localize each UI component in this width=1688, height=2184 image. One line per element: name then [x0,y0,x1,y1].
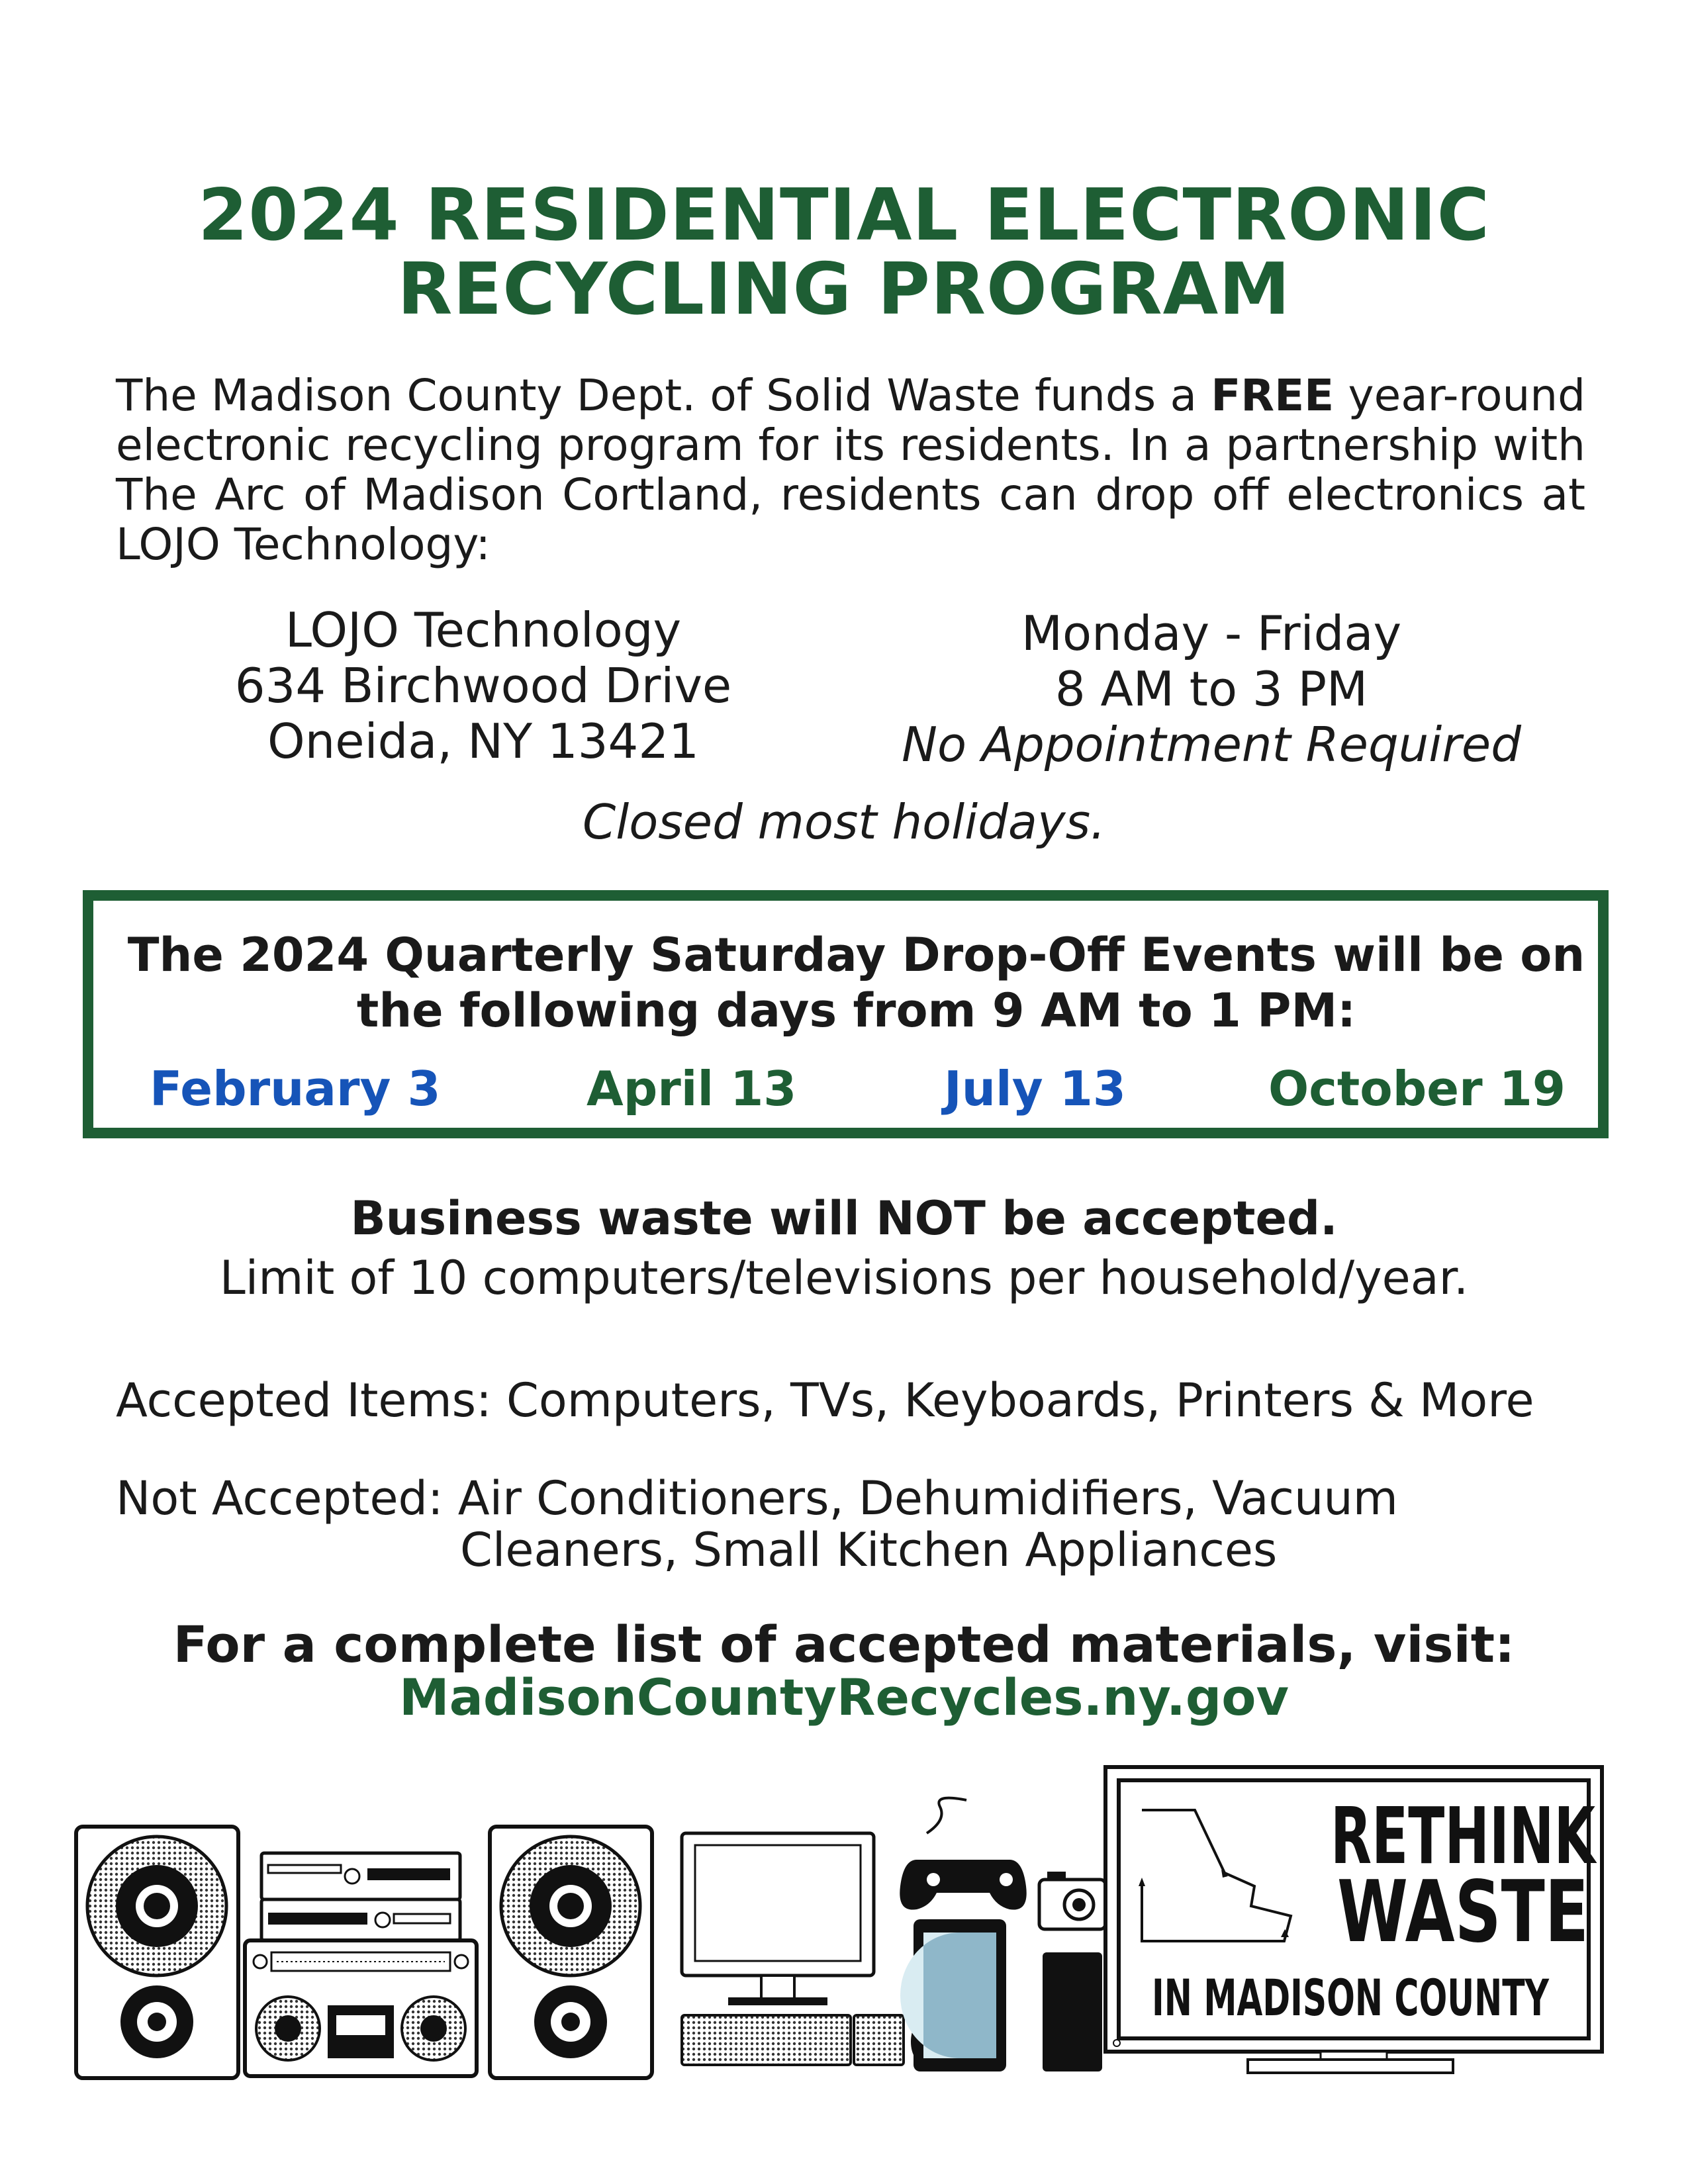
phone-icon [1043,1952,1102,2071]
event-date: February 3 [150,1061,441,1116]
hours-days: Monday - Friday [1021,606,1402,661]
business-waste-note: Business waste will NOT be accepted. [350,1191,1338,1246]
speaker-right-icon [490,1827,652,2078]
location-city: Oneida, NY 13421 [267,713,699,769]
logo-line-1: RETHINK [1331,1790,1598,1882]
events-heading [93,927,1619,1038]
limit-note: Limit of 10 computers/televisions per household/year. [219,1251,1469,1305]
intro-paragraph [116,371,1585,569]
stereo-icon [245,1853,477,2076]
accepted-label: Accepted Items: [116,1373,492,1428]
events-heading-line-2: the following days from 9 AM to 1 PM: [356,983,1356,1038]
visit-text: For a complete list of accepted materials, visit: [173,1615,1515,1674]
page-title [0,174,1688,331]
tablet-icon [900,1919,1006,2071]
event-date: April 13 [586,1061,797,1116]
game-controller-icon [900,1798,1026,1910]
closed-note: Closed most holidays. [582,794,1106,850]
camera-icon [1039,1872,1105,1929]
intro-free: FREE [1211,370,1335,421]
event-date: October 19 [1268,1061,1566,1116]
electronics-illustration [66,1760,1152,2085]
events-box [83,890,1609,1138]
desktop-computer-icon [682,1833,941,2065]
visit-block [0,1615,1688,1727]
logo-line-3: IN MADISON COUNTY [1152,1968,1550,2027]
event-date: July 13 [944,1061,1126,1116]
rethink-waste-logo [1102,1764,1605,2075]
hours-note: No Appointment Required [902,717,1521,772]
title-line-1: 2024 RESIDENTIAL ELECTRONIC [198,174,1490,257]
hours-block [847,606,1575,772]
title-line-2: RECYCLING PROGRAM [397,248,1291,331]
not-accepted-items [116,1473,1398,1576]
accepted-list: Computers, TVs, Keyboards, Printers & More [491,1373,1534,1428]
logo-line-2: WASTE [1337,1863,1589,1962]
not-accepted-list-2: Cleaners, Small Kitchen Appliances [460,1523,1278,1577]
location-street: 634 Birchwood Drive [234,658,732,713]
events-heading-line-1: The 2024 Quarterly Saturday Drop-Off Events will be on [127,928,1585,982]
website-link[interactable]: MadisonCountyRecycles.ny.gov [399,1668,1289,1727]
location-block [119,602,847,769]
intro-before: The Madison County Dept. of Solid Waste funds a [116,370,1211,421]
hours-time: 8 AM to 3 PM [1055,661,1368,717]
not-accepted-list-1: Air Conditioners, Dehumidifiers, Vacuum [443,1471,1398,1525]
intro-after: year-round electronic recycling program for its residents. In a partnership with The Arc of Madison Cortland, residents can drop off electronics at LOJO Technology: [116,370,1586,570]
location-name: LOJO Technology [285,602,682,658]
accepted-items [116,1373,1534,1428]
not-accepted-label: Not Accepted: [116,1471,444,1525]
speaker-left-icon [76,1827,238,2078]
